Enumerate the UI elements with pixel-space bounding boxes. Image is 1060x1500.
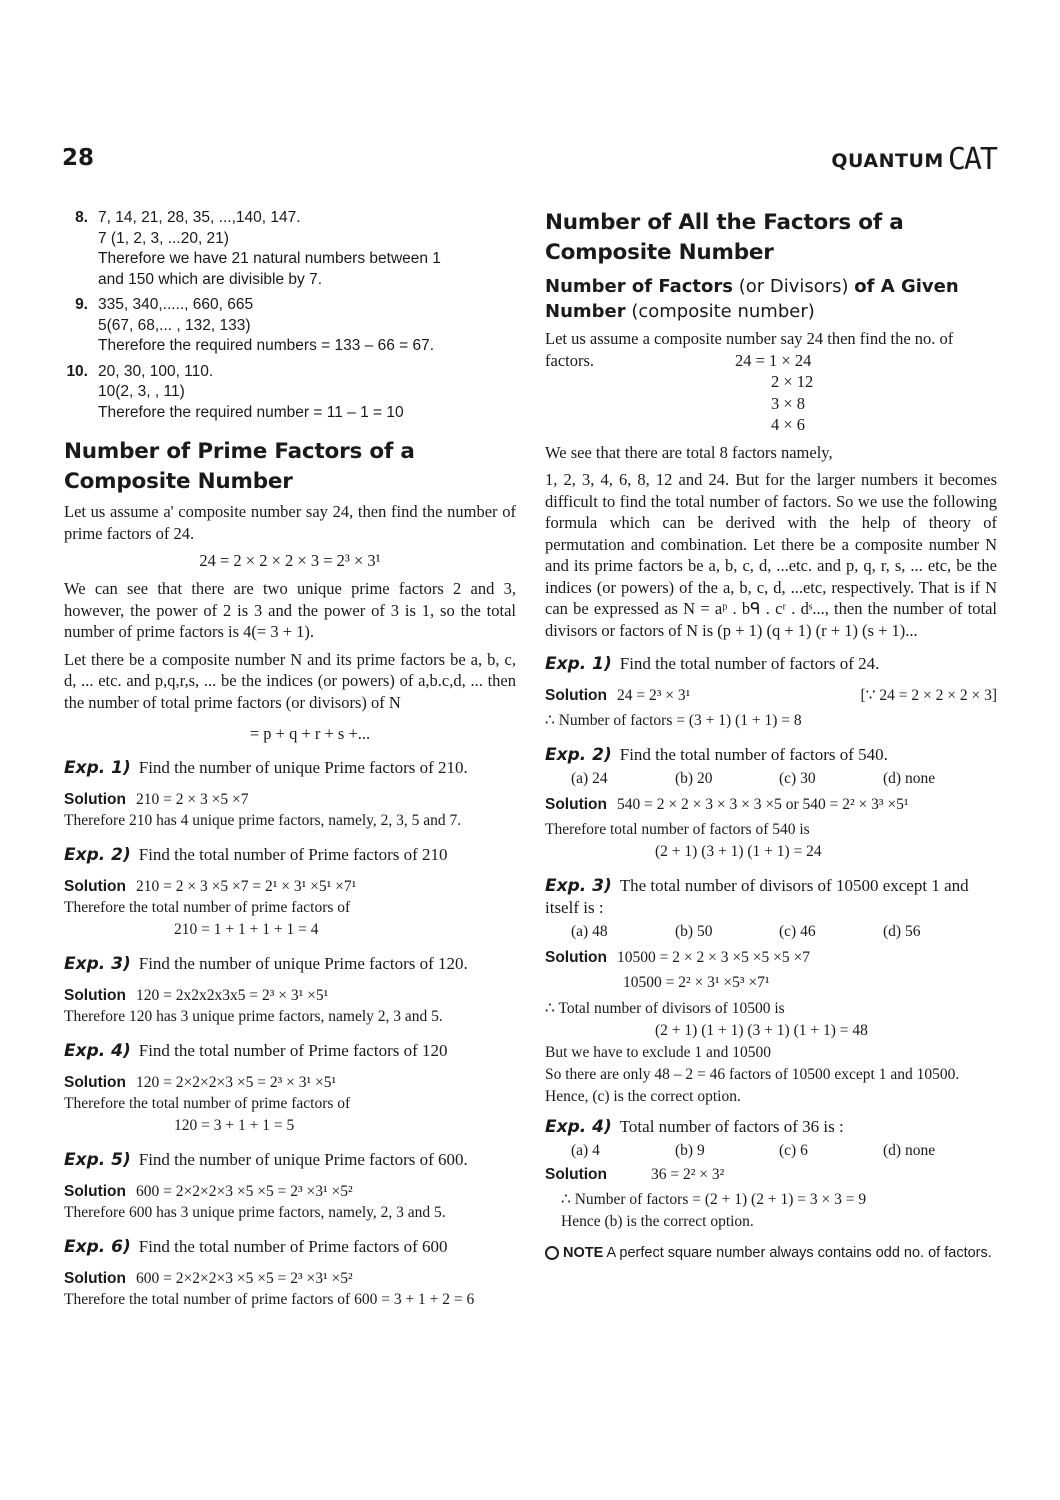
solution: Solution 600 = 2×2×2×3 ×5 ×5 = 2³ ×3¹ ×5² <box>64 1183 353 1200</box>
paragraph: We see that there are total 8 factors namely, <box>545 442 833 462</box>
left-column <box>64 208 516 1311</box>
solution: Solution 210 = 2 × 3 ×5 ×7 = 2¹ × 3¹ ×5¹ ×7¹ <box>64 878 357 895</box>
item-number: 10. <box>66 362 88 380</box>
list-item <box>64 295 516 357</box>
example-2: Exp. 2) Find the total number of Prime factors of 210 <box>64 845 448 865</box>
item-line: Therefore the required number = 11 – 1 = 10 <box>98 403 404 421</box>
example-1: Exp. 1) Find the number of unique Prime factors of 210. <box>64 758 468 778</box>
item-number: 8. <box>75 209 88 226</box>
solution-line: So there are only 48 – 2 = 46 factors of 10500 except 1 and 10500. <box>545 1066 960 1083</box>
item-line: 10(2, 3, , 11) <box>98 383 185 400</box>
example-5: Exp. 5) Find the number of unique Prime factors of 600. <box>64 1150 468 1170</box>
solution-line: Therefore the total number of prime factors of <box>64 1095 351 1112</box>
list-item <box>64 362 516 424</box>
right-column <box>545 208 997 1263</box>
note: NOTE A perfect square number always contains odd no. of factors. <box>545 1243 997 1263</box>
brand-word: QUANTUM <box>831 150 944 172</box>
options: (a) 4 (b) 9 (c) 6 (d) none <box>571 1142 936 1159</box>
item-line: 7, 14, 21, 28, 35, ...,140, 147. <box>98 209 301 226</box>
paragraph: We can see that there are two unique prime factors 2 and 3, however, the power of 2 is 3 and the power of 3 is 1, so the total number of prime factors is 4(= 3 + 1). <box>64 579 516 641</box>
factors-word: factors. <box>545 350 595 370</box>
brand-cat: CAT <box>947 142 996 177</box>
brand-logo <box>831 142 996 177</box>
solution-line: Therefore total number of factors of 540 is <box>545 821 810 838</box>
solution-line: 10500 = 2² × 3¹ ×5³ ×7¹ <box>623 974 770 991</box>
solution-line: ∴ Number of factors = (2 + 1) (2 + 1) = 3 × 3 = 9 <box>561 1191 867 1208</box>
note-icon <box>545 1246 559 1260</box>
equation: 24 = 2 × 2 × 2 × 3 = 2³ × 3¹ <box>199 551 381 570</box>
factor-line: 4 × 6 <box>771 415 806 434</box>
solution-line: Therefore 210 has 4 unique prime factors, namely, 2, 3, 5 and 7. <box>64 812 462 829</box>
solution: Solution 600 = 2×2×2×3 ×5 ×5 = 2³ ×3¹ ×5² <box>64 1270 353 1287</box>
item-line: Therefore the required numbers = 133 – 66 = 67. <box>98 337 435 354</box>
item-number: 9. <box>75 296 88 313</box>
paragraph: 1, 2, 3, 4, 6, 8, 12 and 24. But for the larger numbers it becomes difficult to find the total number of factors. So we use the following formula which can be derived with the help of theory of permutation and combination. Let there be a composite number N and its prime factors be a, b, c, d, ...etc. and p, q, r, s, ... etc, be the indices (or powers) of the a, b, c, d, ...etc, respectively. That is if N can be expressed as N = aᵖ . bᑫ . cʳ . dˢ..., then the number of total divisors or factors of N is (p + 1) (q + 1) (r + 1) (s + 1)... <box>545 470 997 640</box>
answer-list <box>64 208 516 423</box>
example-6: Exp. 6) Find the total number of Prime factors of 600 <box>64 1237 448 1257</box>
example-4: Exp. 4) Total number of factors of 36 is : <box>545 1117 844 1137</box>
solution: Solution 120 = 2x2x2x3x5 = 2³ × 3¹ ×5¹ <box>64 987 329 1004</box>
item-line: and 150 which are divisible by 7. <box>98 270 323 288</box>
solution: Solution 210 = 2 × 3 ×5 ×7 <box>64 791 249 808</box>
solution-line: Therefore the total number of prime factors of <box>64 899 351 916</box>
solution-line: Therefore the total number of prime factors of 600 = 3 + 1 + 2 = 6 <box>64 1291 475 1308</box>
solution: Solution 540 = 2 × 2 × 3 × 3 × 3 ×5 or 540 = 2² × 3³ ×5¹ <box>545 796 909 813</box>
example-list <box>64 757 516 1311</box>
solution-line: (2 + 1) (1 + 1) (3 + 1) (1 + 1) = 48 <box>655 1022 868 1039</box>
solution: Solution 24 = 2³ × 3¹ [∵ 24 = 2 × 2 × 2 × 3] <box>545 687 997 704</box>
subheading: Number of Factors (or Divisors) of A Given Number (composite number) <box>545 276 959 322</box>
equation: = p + q + r + s +... <box>249 724 371 743</box>
factor-table <box>545 350 997 436</box>
list-item <box>64 208 516 290</box>
example-3: Exp. 3) The total number of divisors of 10500 except 1 and itself is : <box>545 876 969 917</box>
paragraph: Let us assume a composite number say 24 then find the no. of <box>545 329 954 348</box>
factor-line: 3 × 8 <box>771 393 806 413</box>
item-line: 7 (1, 2, 3, ...20, 21) <box>98 229 229 247</box>
item-line: Therefore we have 21 natural numbers between 1 <box>98 250 441 267</box>
solution-line: ∴ Number of factors = (3 + 1) (1 + 1) = 8 <box>545 712 802 729</box>
item-line: 5(67, 68,... , 132, 133) <box>98 316 251 334</box>
solution-line: ∴ Total number of divisors of 10500 is <box>545 1000 785 1017</box>
example-3: Exp. 3) Find the number of unique Prime factors of 120. <box>64 954 468 974</box>
factor-lines <box>735 350 997 436</box>
solution-line: 210 = 1 + 1 + 1 + 1 = 4 <box>174 921 319 938</box>
factor-line: 2 × 12 <box>771 372 814 391</box>
page-number: 28 <box>62 145 95 171</box>
options: (a) 24 (b) 20 (c) 30 (d) none <box>571 770 936 787</box>
section-heading-all-factors: Number of All the Factors of a Composite Number <box>545 210 904 265</box>
solution-line: Hence (b) is the correct option. <box>561 1213 754 1230</box>
solution: Solution 10500 = 2 × 2 × 3 ×5 ×5 ×5 ×7 <box>545 949 810 966</box>
item-line: 335, 340,....., 660, 665 <box>98 296 254 313</box>
solution: Solution 120 = 2×2×2×3 ×5 = 2³ × 3¹ ×5¹ <box>64 1074 337 1091</box>
options: (a) 48 (b) 50 (c) 46 (d) 56 <box>571 923 921 940</box>
section-heading-prime-factors: Number of Prime Factors of a Composite Number <box>64 439 415 494</box>
example-1: Exp. 1) Find the total number of factors of 24. <box>545 654 880 674</box>
example-2: Exp. 2) Find the total number of factors of 540. <box>545 745 888 765</box>
solution-line: Therefore 120 has 3 unique prime factors, namely 2, 3 and 5. <box>64 1008 443 1025</box>
factor-line: 24 = 1 × 24 <box>735 350 812 370</box>
solution-line: But we have to exclude 1 and 10500 <box>545 1044 771 1061</box>
solution: Solution 36 = 2² × 3² <box>545 1166 725 1183</box>
solution-line: (2 + 1) (3 + 1) (1 + 1) = 24 <box>655 843 822 860</box>
solution-line: Hence, (c) is the correct option. <box>545 1088 741 1105</box>
example-4: Exp. 4) Find the total number of Prime factors of 120 <box>64 1041 448 1061</box>
paragraph: Let us assume a' composite number say 24, then find the number of prime factors of 24. <box>64 502 516 543</box>
item-line: 20, 30, 100, 110. <box>98 362 214 380</box>
solution-line: 120 = 3 + 1 + 1 = 5 <box>174 1117 295 1134</box>
solution-line: Therefore 600 has 3 unique prime factors, namely, 2, 3 and 5. <box>64 1204 446 1221</box>
paragraph: Let there be a composite number N and its prime factors be a, b, c, d, ... etc. and p,q,r,s, ... be the indices (or powers) of a,b.c,d, ... then the number of total prime factors (or divisors) of N <box>64 649 516 712</box>
